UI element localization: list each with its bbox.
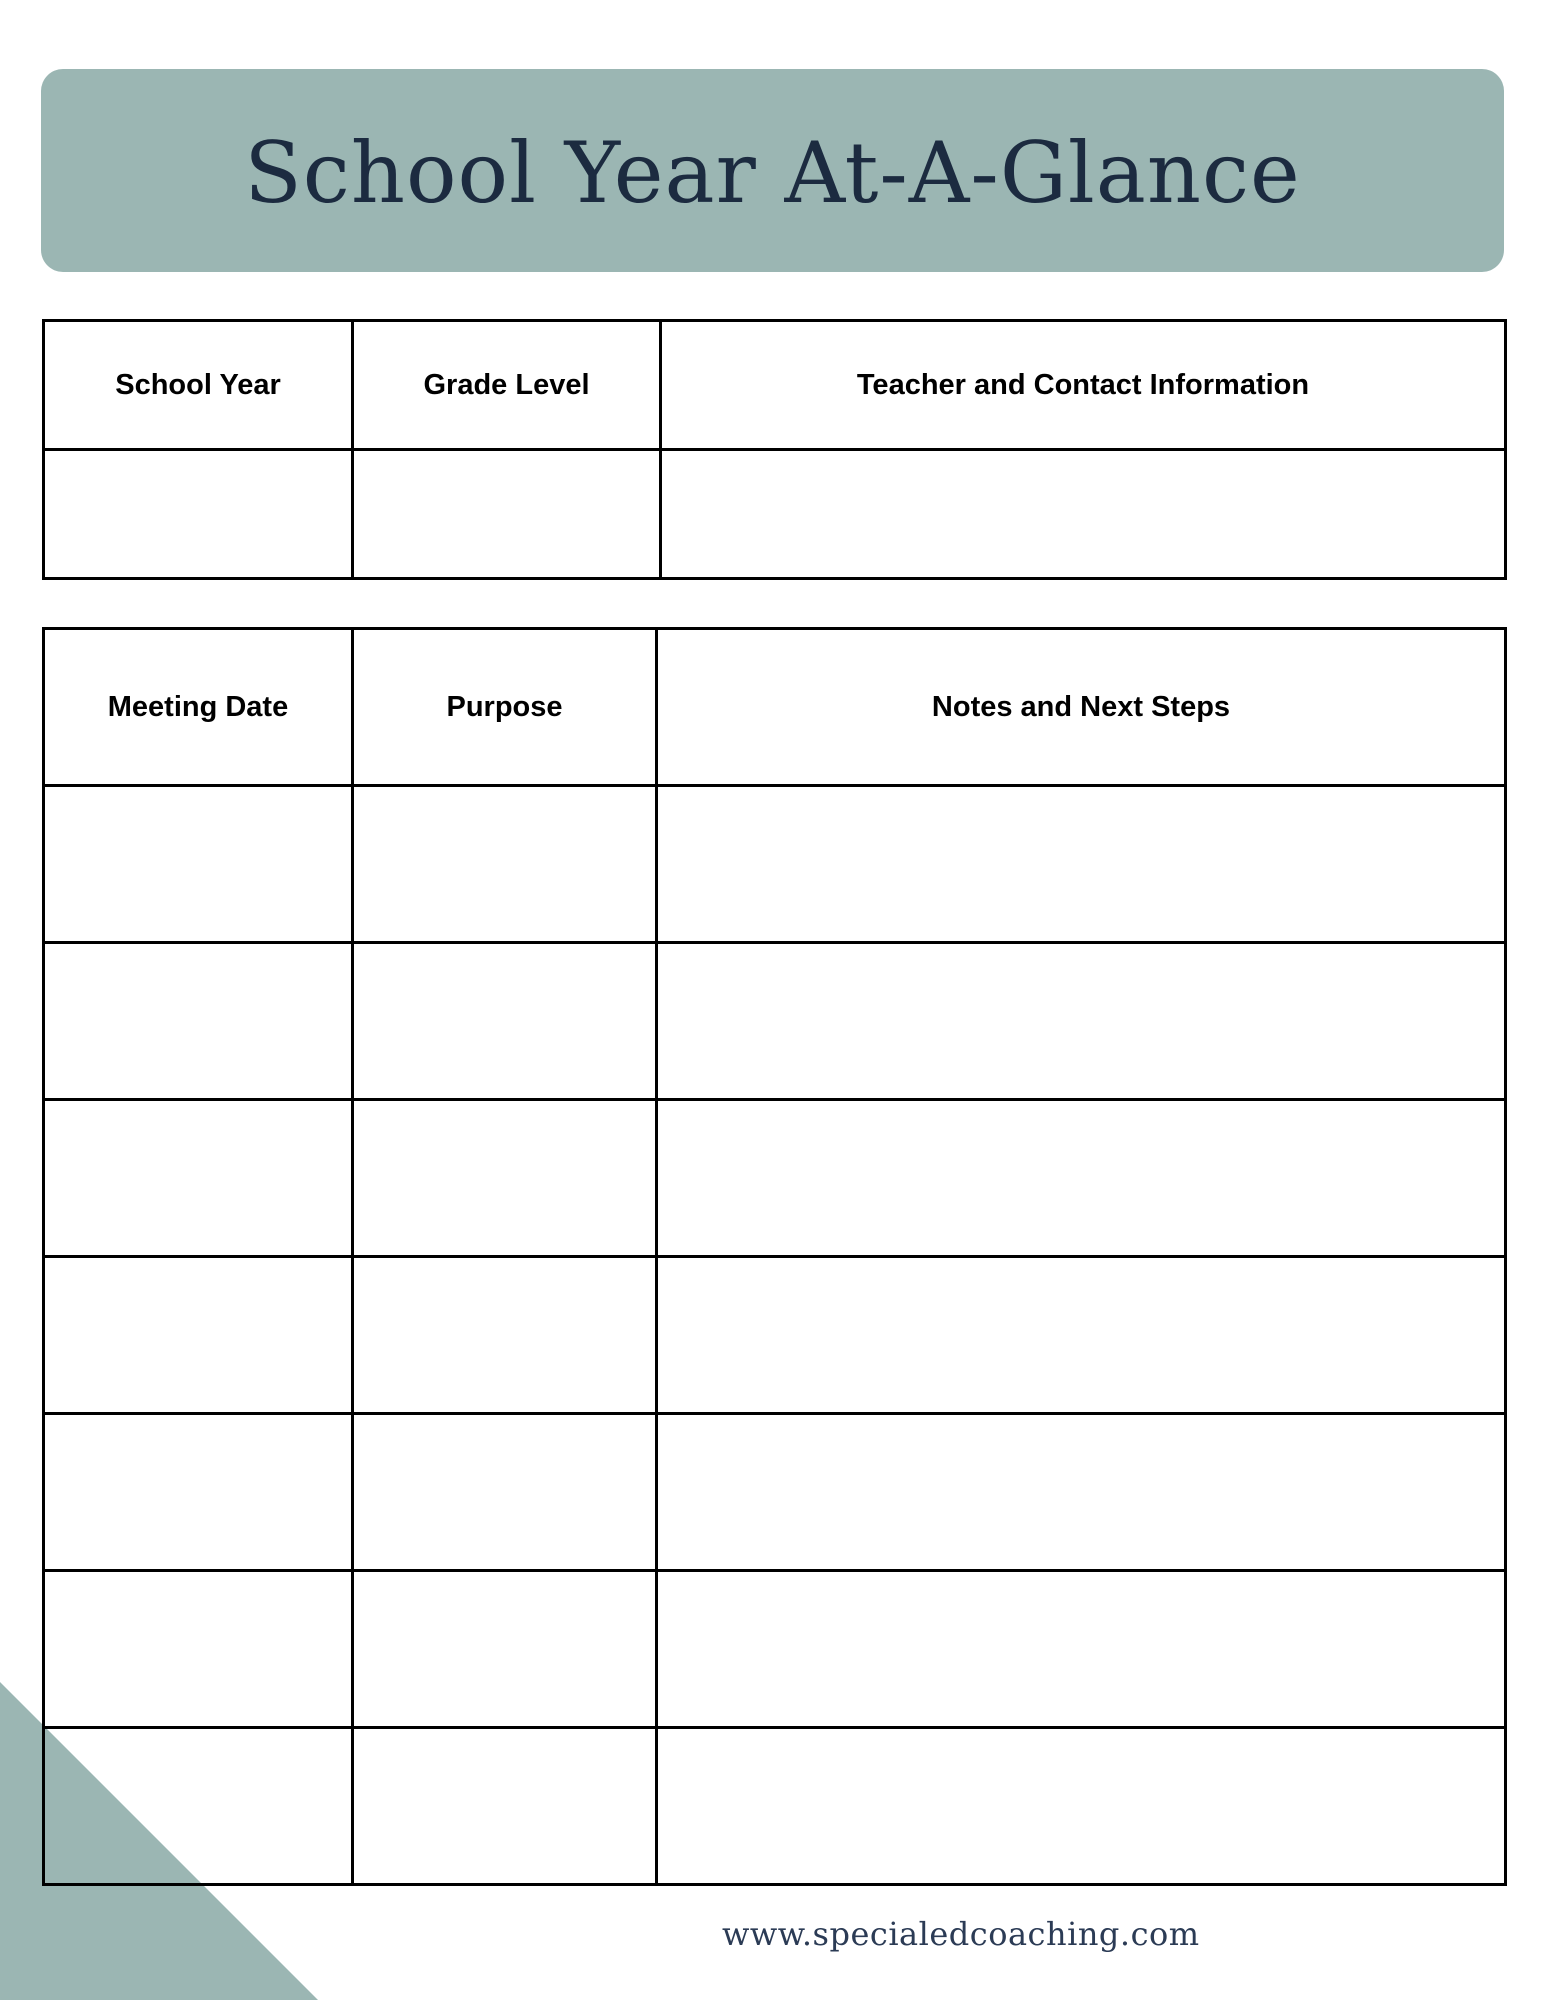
notes-cell[interactable] — [657, 1100, 1506, 1257]
meeting-date-cell[interactable] — [44, 943, 353, 1100]
table-row — [44, 1257, 1506, 1414]
meeting-date-cell[interactable] — [44, 1414, 353, 1571]
header-grade-level: Grade Level — [353, 321, 661, 450]
title-banner — [41, 69, 1504, 272]
header-purpose: Purpose — [353, 629, 657, 786]
table-row — [44, 1571, 1506, 1728]
notes-cell[interactable] — [657, 786, 1506, 943]
info-table-row — [44, 450, 1506, 579]
meeting-date-cell[interactable] — [44, 1728, 353, 1885]
page-title: School Year At-A-Glance — [244, 123, 1301, 222]
notes-cell[interactable] — [657, 1728, 1506, 1885]
info-table — [42, 319, 1507, 580]
website-url[interactable]: www.specialedcoaching.com — [722, 1915, 1200, 1953]
table-row — [44, 1728, 1506, 1885]
table-row — [44, 943, 1506, 1100]
header-school-year: School Year — [44, 321, 353, 450]
header-meeting-date: Meeting Date — [44, 629, 353, 786]
meeting-date-cell[interactable] — [44, 1571, 353, 1728]
grade-level-cell[interactable] — [353, 450, 661, 579]
notes-cell[interactable] — [657, 943, 1506, 1100]
meetings-table — [42, 627, 1507, 1886]
notes-cell[interactable] — [657, 1257, 1506, 1414]
table-row — [44, 1414, 1506, 1571]
notes-cell[interactable] — [657, 1414, 1506, 1571]
header-teacher-contact: Teacher and Contact Information — [661, 321, 1506, 450]
purpose-cell[interactable] — [353, 1571, 657, 1728]
table-row — [44, 786, 1506, 943]
meeting-date-cell[interactable] — [44, 1100, 353, 1257]
purpose-cell[interactable] — [353, 1414, 657, 1571]
purpose-cell[interactable] — [353, 786, 657, 943]
school-year-cell[interactable] — [44, 450, 353, 579]
purpose-cell[interactable] — [353, 943, 657, 1100]
header-notes-next-steps: Notes and Next Steps — [657, 629, 1506, 786]
info-table-header-row — [44, 321, 1506, 450]
teacher-contact-cell[interactable] — [661, 450, 1506, 579]
notes-cell[interactable] — [657, 1571, 1506, 1728]
purpose-cell[interactable] — [353, 1100, 657, 1257]
purpose-cell[interactable] — [353, 1257, 657, 1414]
meeting-date-cell[interactable] — [44, 1257, 353, 1414]
meetings-table-header-row — [44, 629, 1506, 786]
purpose-cell[interactable] — [353, 1728, 657, 1885]
meeting-date-cell[interactable] — [44, 786, 353, 943]
table-row — [44, 1100, 1506, 1257]
